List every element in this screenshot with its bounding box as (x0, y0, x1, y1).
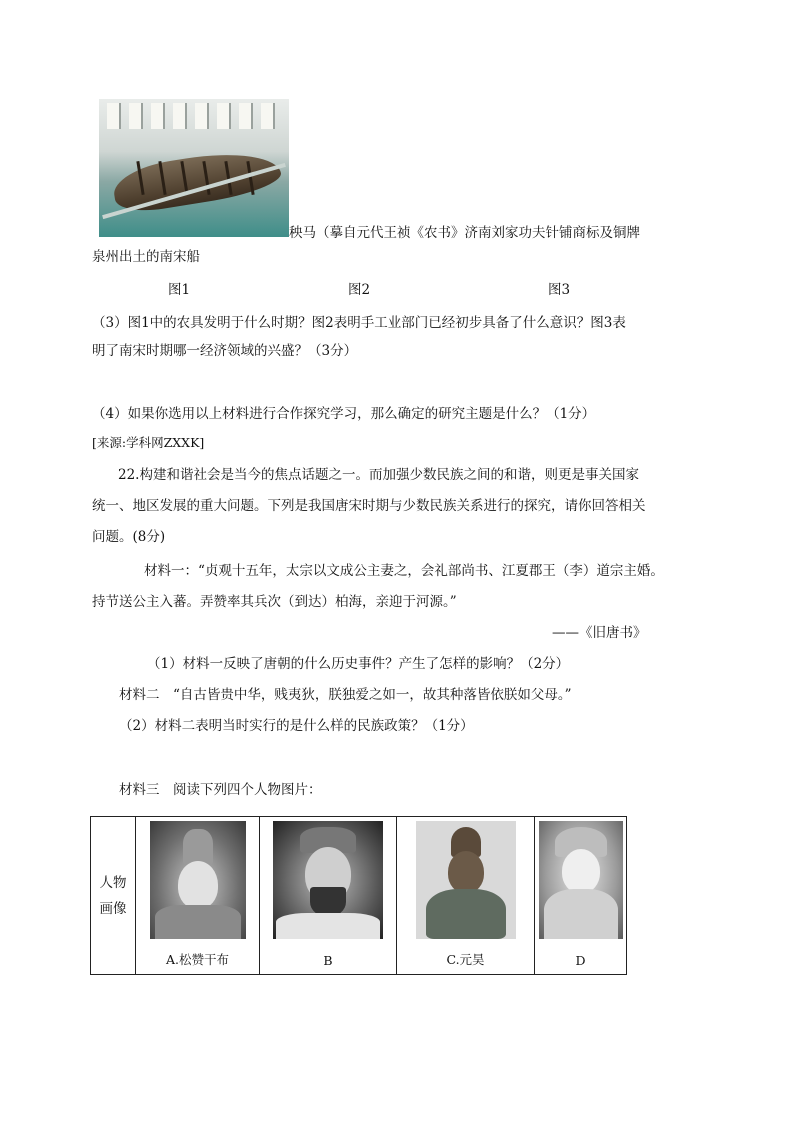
question-22-line1: 22.构建和谐社会是当今的焦点话题之一。而加强少数民族之间的和谐，则更是事关国家 (118, 467, 639, 483)
portrait-yuanhao (416, 821, 516, 939)
fig-label-1: 图1 (168, 282, 191, 298)
caption-a: A.松赞干布 (165, 952, 229, 967)
fig-label-3: 图3 (548, 282, 571, 298)
question-22-line3: 问题。(8分) (92, 529, 166, 545)
caption-c: C.元昊 (446, 952, 485, 967)
portrait-table (90, 816, 627, 975)
material-2: 材料二 “自古皆贵中华，贱夷狄，朕独爱之如一，故其种落皆依朕如父母。” (119, 687, 572, 703)
material-1-source: ——《旧唐书》 (552, 625, 647, 641)
material-3: 材料三 阅读下列四个人物图片： (119, 782, 322, 798)
portrait-cell-a (136, 817, 260, 975)
material-1-line1: 材料一：“贞观十五年，太宗以文成公主妻之，会礼部尚书、江夏郡王（李）道宗主婚。 (144, 563, 664, 579)
question-4: （4）如果你选用以上材料进行合作探究学习，那么确定的研究主题是什么？（1分） (92, 406, 596, 422)
caption-d: D (575, 953, 586, 968)
portrait-songtsen-gampo (150, 821, 246, 939)
sub-question-1: （1）材料一反映了唐朝的什么历史事件？产生了怎样的影响？（2分） (147, 656, 570, 672)
caption-b: B (323, 953, 333, 968)
question-22-line2: 统一、地区发展的重大问题。下列是我国唐宋时期与少数民族关系进行的探究，请你回答相关 (92, 498, 646, 514)
portrait-cell-b (260, 817, 397, 975)
portrait-cell-d (535, 817, 627, 975)
song-ship-photo (99, 99, 289, 237)
row-label-line2: 画像 (99, 900, 127, 917)
question-3-line2: 明了南宋时期哪一经济领域的兴盛？（3分） (92, 343, 358, 359)
row-label-line1: 人物 (99, 874, 127, 891)
sub-question-2: （2）材料二表明当时实行的是什么样的民族政策？（1分） (119, 718, 474, 734)
material-1-line2: 持节送公主入蕃。弄赞率其兵次（到达）柏海，亲迎于河源。” (92, 594, 457, 610)
row-label (91, 817, 136, 975)
portrait-b (273, 821, 383, 939)
fig-label-2: 图2 (348, 282, 371, 298)
portrait-cell-c (397, 817, 535, 975)
figure-caption-line1: 秧马（摹自元代王祯《农书》济南刘家功夫针铺商标及铜牌 (289, 225, 640, 241)
question-3-line1: （3）图1中的农具发明于什么时期？图2表明手工业部门已经初步具备了什么意识？图3表 (92, 315, 626, 331)
portrait-d (539, 821, 623, 939)
source-note: [来源:学科网ZXXK] (92, 435, 205, 450)
figure-caption-line2: 泉州出土的南宋船 (92, 249, 200, 265)
